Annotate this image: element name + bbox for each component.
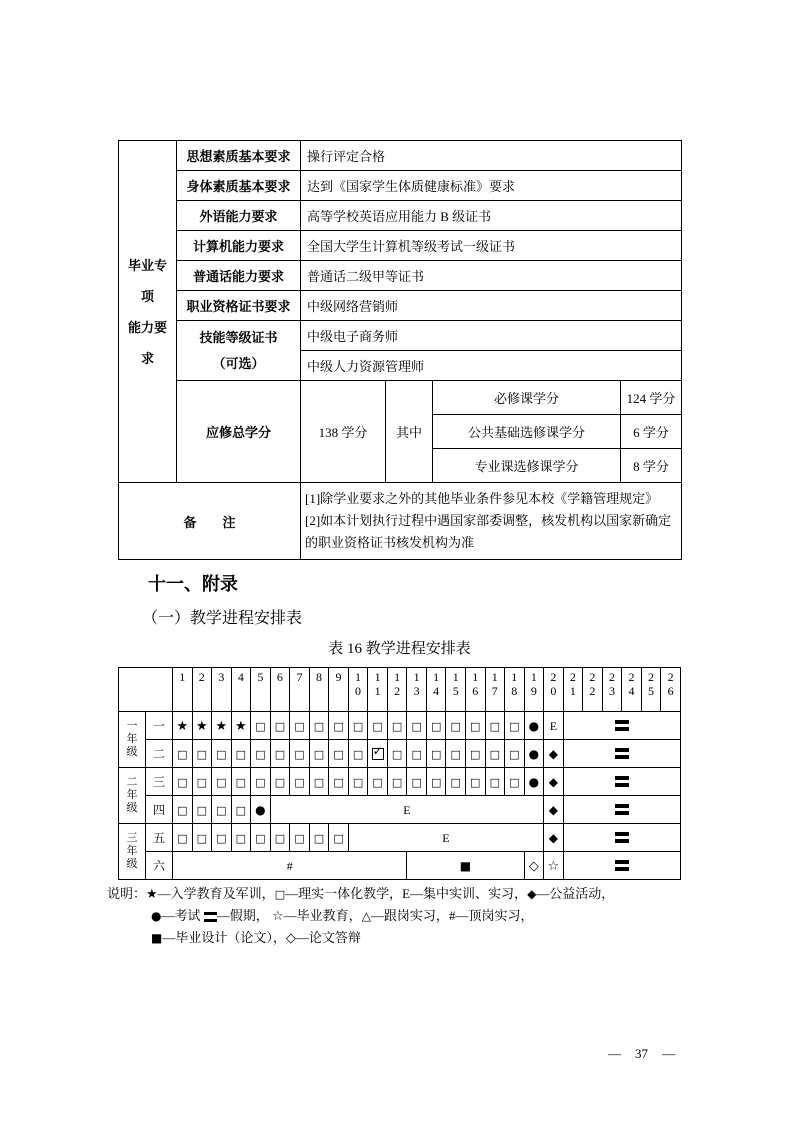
schedule-cell — [368, 712, 388, 740]
box-icon: □ — [391, 747, 403, 761]
week-number: 1 9 — [524, 668, 544, 712]
box-icon: □ — [255, 831, 266, 845]
box-icon: □ — [411, 775, 422, 789]
schedule-cell — [465, 768, 485, 796]
schedule-cell — [212, 740, 232, 768]
diamond-icon: ◆ — [527, 887, 537, 901]
schedule-cell — [251, 824, 271, 852]
schedule-cell — [309, 740, 329, 768]
semester-label: 五 — [146, 824, 173, 852]
week-number: 1 3 — [407, 668, 427, 712]
box-icon: □ — [274, 831, 286, 845]
schedule-cell — [309, 768, 329, 796]
vacation-icon — [204, 912, 217, 922]
week-number: 4 — [231, 668, 251, 712]
box-icon: □ — [509, 747, 520, 761]
year-label: 二 年 级 — [119, 768, 146, 824]
schedule-cell — [290, 712, 310, 740]
box-icon: □ — [255, 747, 266, 761]
legend-text: —毕业教育， — [283, 908, 362, 923]
remark-line1: [1]除学业要求之外的其他毕业条件参见本校《学籍管理规定》 — [305, 491, 659, 506]
schedule-cell — [544, 712, 564, 740]
schedule-cell — [212, 768, 232, 796]
schedule-cell — [505, 768, 525, 796]
credit-item-name: 专业课选修课学分 — [433, 449, 621, 483]
legend-text: —假期， — [216, 908, 273, 923]
legend-line — [107, 927, 707, 949]
box-icon: □ — [450, 775, 461, 789]
schedule-cell — [192, 796, 212, 824]
schedule-cell — [290, 824, 310, 852]
box-icon: □ — [255, 719, 266, 733]
schedule-cell — [563, 796, 680, 824]
week-number: 6 — [270, 668, 290, 712]
schedule-cell — [329, 740, 349, 768]
schedule-cell — [192, 712, 212, 740]
week-number: 2 6 — [661, 668, 681, 712]
schedule-cell — [290, 740, 310, 768]
req-row-value: 普通话二级甲等证书 — [301, 261, 682, 291]
schedule-cell — [192, 824, 212, 852]
credits-qualifier: 其中 — [386, 381, 433, 483]
box-icon: □ — [216, 803, 227, 817]
week-number: 1 — [173, 668, 193, 712]
box-icon: □ — [294, 719, 305, 733]
box-icon: □ — [333, 775, 344, 789]
box-icon: □ — [509, 719, 520, 733]
schedule-cell — [173, 712, 193, 740]
week-number: 1 7 — [485, 668, 505, 712]
box-icon: □ — [470, 775, 481, 789]
box-icon: □ — [450, 747, 461, 761]
vacation-icon — [615, 804, 629, 815]
schedule-cell — [524, 712, 544, 740]
box-icon: □ — [430, 747, 442, 761]
box-icon: □ — [235, 747, 247, 761]
sq-icon: ■ — [151, 931, 163, 945]
week-number: 2 2 — [583, 668, 603, 712]
schedule-cell — [407, 852, 524, 880]
odia-icon: ◇ — [528, 858, 539, 874]
schedule-cell — [407, 740, 427, 768]
week-number: 2 3 — [602, 668, 622, 712]
box-icon: □ — [235, 831, 247, 845]
box-icon: □ — [235, 803, 247, 817]
skill-cert-value: 中级电子商务师 — [301, 321, 682, 351]
page-number — [608, 1046, 675, 1062]
box-icon: □ — [216, 831, 227, 845]
schedule-legend — [107, 883, 707, 949]
box-icon: □ — [196, 831, 207, 845]
box-icon: □ — [313, 719, 325, 733]
legend-line — [107, 883, 707, 905]
box-icon: □ — [333, 831, 344, 845]
req-row-label: 思想素质基本要求 — [177, 141, 301, 171]
schedule-cell — [251, 796, 271, 824]
schedule-cell — [485, 768, 505, 796]
schedule-cell — [426, 712, 446, 740]
week-number: 1 5 — [446, 668, 466, 712]
page-number-dash-left: — — [608, 1046, 621, 1061]
box-icon: □ — [177, 831, 188, 845]
schedule-cell — [173, 852, 407, 880]
box-icon: □ — [255, 775, 266, 789]
box-icon: □ — [352, 747, 364, 761]
schedule-cell — [231, 796, 251, 824]
schedule-cell — [173, 740, 193, 768]
skill-cert-label: 技能等级证书 （可选） — [177, 321, 301, 381]
week-number: 9 — [329, 668, 349, 712]
week-number: 2 5 — [641, 668, 661, 712]
week-number: 1 2 — [387, 668, 407, 712]
schedule-cell — [251, 768, 271, 796]
box-icon: □ — [274, 747, 286, 761]
side-label-graduation-ability — [119, 141, 177, 483]
box-icon: □ — [177, 803, 188, 817]
legend-text: #—顶岗实习， — [448, 908, 534, 923]
checked-box-icon: ✓ — [372, 743, 383, 758]
credit-item-name: 必修课学分 — [433, 381, 621, 415]
box-icon: □ — [391, 719, 403, 733]
ostar-icon: ☆ — [272, 909, 284, 924]
req-row-label: 身体素质基本要求 — [177, 171, 301, 201]
box-icon: □ — [274, 719, 286, 733]
week-number: 7 — [290, 668, 310, 712]
schedule-cell — [524, 768, 544, 796]
box-icon: □ — [352, 775, 364, 789]
schedule-cell — [251, 712, 271, 740]
box-icon: □ — [391, 775, 403, 789]
vacation-icon — [615, 860, 629, 871]
tri-icon: △ — [361, 909, 371, 923]
box-icon: □ — [372, 775, 383, 789]
week-number: 1 4 — [426, 668, 446, 712]
box-icon: □ — [333, 747, 344, 761]
schedule-cell — [485, 712, 505, 740]
schedule-cell — [563, 712, 680, 740]
schedule-cell — [446, 740, 466, 768]
semester-label: 六 — [146, 852, 173, 880]
vacation-icon — [615, 832, 629, 843]
schedule-cell — [446, 712, 466, 740]
table-caption: 表 16 教学进程安排表 — [328, 641, 471, 657]
schedule-cell — [485, 740, 505, 768]
schedule-cell — [544, 740, 564, 768]
dot-icon: ● — [255, 802, 266, 817]
remark-line2: [2]如本计划执行过程中遇国家部委调整，核发机构以国家新确定的职业资格证书核发机构为准 — [305, 513, 672, 550]
year-label: 一 年 级 — [119, 712, 146, 768]
schedule-cell — [544, 852, 564, 880]
box-icon: □ — [196, 803, 207, 817]
box-icon: □ — [372, 719, 383, 733]
schedule-cell — [212, 824, 232, 852]
schedule-cell — [329, 712, 349, 740]
vacation-icon — [615, 748, 629, 759]
box-icon: □ — [294, 831, 305, 845]
ostar-icon: ☆ — [547, 858, 560, 874]
week-number: 3 — [212, 668, 232, 712]
schedule-cell — [270, 740, 290, 768]
semester-label: 二 — [146, 740, 173, 768]
graduation-requirements-table — [118, 140, 682, 560]
req-row-label: 计算机能力要求 — [177, 231, 301, 261]
legend-text: E—集中实训、实习， — [402, 886, 528, 901]
box-icon: □ — [274, 775, 286, 789]
schedule-cell — [387, 740, 407, 768]
schedule-cell — [192, 768, 212, 796]
schedule-cell — [270, 796, 543, 824]
sub-heading: （一）教学进程安排表 — [142, 610, 303, 627]
schedule-cell — [270, 824, 290, 852]
week-number: 2 — [192, 668, 212, 712]
week-number: 1 8 — [505, 668, 525, 712]
box-icon: □ — [333, 719, 344, 733]
box-icon: □ — [294, 747, 305, 761]
box-icon: □ — [196, 775, 207, 789]
req-row-label: 职业资格证书要求 — [177, 291, 301, 321]
dot-icon: ● — [528, 718, 540, 733]
diamond-icon: ◆ — [548, 774, 558, 789]
page-number-dash-right: — — [662, 1046, 675, 1061]
star-icon: ★ — [176, 718, 189, 734]
credit-item-value: 124 学分 — [621, 381, 682, 415]
schedule-cell — [505, 712, 525, 740]
schedule-cell — [524, 852, 544, 880]
side-label-line2: 能力要求 — [127, 319, 167, 366]
box-icon: □ — [430, 775, 442, 789]
schedule-cell — [407, 712, 427, 740]
schedule-cell — [231, 740, 251, 768]
schedule-cell — [173, 796, 193, 824]
total-credits-value: 138 学分 — [301, 381, 386, 483]
box-icon: □ — [352, 719, 364, 733]
schedule-cell — [270, 768, 290, 796]
dot-icon: ● — [151, 909, 162, 923]
legend-text: 说明： — [107, 886, 147, 901]
schedule-cell — [465, 740, 485, 768]
schedule-cell — [192, 740, 212, 768]
req-row-value: 全国大学生计算机等级考试一级证书 — [301, 231, 682, 261]
star-icon: ★ — [195, 718, 208, 734]
legend-text: —公益活动， — [536, 886, 615, 901]
semester-label: 一 — [146, 712, 173, 740]
schedule-cell — [348, 740, 368, 768]
schedule-cell — [329, 768, 349, 796]
schedule-cell — [329, 824, 349, 852]
box-icon: □ — [411, 719, 422, 733]
schedule-cell — [309, 824, 329, 852]
schedule-cell — [290, 768, 310, 796]
schedule-cell — [173, 768, 193, 796]
schedule-cell — [368, 740, 388, 768]
req-row-value: 中级网络营销师 — [301, 291, 682, 321]
star-icon: ★ — [235, 718, 247, 734]
box-icon: □ — [430, 719, 442, 733]
legend-text: —考试 — [161, 908, 204, 923]
schedule-cell — [387, 712, 407, 740]
legend-text: —理实一体化教学， — [285, 886, 403, 901]
hash-icon: # — [286, 858, 293, 873]
box-icon: □ — [313, 831, 325, 845]
schedule-cell — [173, 824, 193, 852]
schedule-cell — [563, 740, 680, 768]
legend-text: —毕业设计（论文）， — [162, 930, 286, 945]
schedule-grid — [118, 667, 681, 880]
remark-label: 备 注 — [119, 483, 301, 560]
schedule-cell — [387, 768, 407, 796]
teaching-schedule-table — [118, 667, 681, 880]
semester-label: 四 — [146, 796, 173, 824]
req-row-label: 外语能力要求 — [177, 201, 301, 231]
box-icon: □ — [274, 888, 286, 901]
week-number: 1 1 — [368, 668, 388, 712]
box-icon: □ — [470, 747, 481, 761]
week-number: 2 1 — [563, 668, 583, 712]
schedule-cell — [426, 768, 446, 796]
box-icon: □ — [489, 719, 500, 733]
schedule-cell — [544, 768, 564, 796]
box-icon: □ — [509, 775, 520, 789]
schedule-cell — [212, 796, 232, 824]
schedule-cell — [407, 768, 427, 796]
week-number: 1 0 — [348, 668, 368, 712]
schedule-cell — [348, 712, 368, 740]
schedule-cell — [231, 712, 251, 740]
dot-icon: ● — [528, 746, 540, 761]
box-icon: □ — [216, 747, 227, 761]
schedule-cell — [251, 740, 271, 768]
box-icon: □ — [177, 775, 188, 789]
schedule-cell — [368, 768, 388, 796]
E-icon: E — [549, 718, 558, 733]
total-credits-label: 应修总学分 — [177, 381, 301, 483]
side-label-line1: 毕业专项 — [127, 257, 167, 304]
box-icon: □ — [313, 747, 325, 761]
schedule-cell — [270, 712, 290, 740]
schedule-cell — [505, 740, 525, 768]
box-icon: □ — [470, 719, 481, 733]
box-icon: □ — [177, 747, 188, 761]
credit-item-value: 8 学分 — [621, 449, 682, 483]
box-icon: □ — [216, 775, 227, 789]
schedule-cell — [563, 852, 680, 880]
schedule-cell — [465, 712, 485, 740]
box-icon: □ — [411, 747, 422, 761]
page-number-value: 37 — [635, 1046, 648, 1061]
schedule-cell — [563, 824, 680, 852]
week-number: 2 0 — [544, 668, 564, 712]
week-number: 2 4 — [622, 668, 642, 712]
diamond-icon: ◆ — [548, 830, 558, 845]
box-icon: □ — [450, 719, 461, 733]
week-number: 8 — [309, 668, 329, 712]
credit-item-value: 6 学分 — [621, 415, 682, 449]
star-icon: ★ — [146, 887, 158, 902]
legend-text: —论文答辩 — [295, 930, 361, 945]
dot-icon: ● — [528, 774, 540, 789]
legend-text: —跟岗实习， — [370, 908, 449, 923]
box-icon: □ — [235, 775, 247, 789]
remark-content — [301, 483, 682, 560]
schedule-cell — [524, 740, 544, 768]
box-icon: □ — [489, 775, 500, 789]
legend-line — [107, 905, 707, 927]
legend-text: —入学教育及军训， — [157, 886, 275, 901]
skill-cert-value: 中级人力资源管理师 — [301, 351, 682, 381]
req-row-value: 高等学校英语应用能力 B 级证书 — [301, 201, 682, 231]
semester-label: 三 — [146, 768, 173, 796]
week-number: 5 — [251, 668, 271, 712]
schedule-cell — [563, 768, 680, 796]
schedule-cell — [348, 824, 543, 852]
sq-icon: ■ — [459, 858, 472, 873]
box-icon: □ — [489, 747, 500, 761]
star-icon: ★ — [215, 718, 228, 734]
vacation-icon — [615, 776, 629, 787]
box-icon: □ — [294, 775, 305, 789]
schedule-cell — [309, 712, 329, 740]
credit-item-name: 公共基础选修课学分 — [433, 415, 621, 449]
week-number: 1 6 — [465, 668, 485, 712]
box-icon: □ — [196, 747, 207, 761]
schedule-corner-cell — [119, 668, 173, 712]
box-icon: □ — [313, 775, 325, 789]
diamond-icon: ◆ — [548, 802, 558, 817]
schedule-cell — [231, 768, 251, 796]
diamond-icon: ◆ — [548, 746, 558, 761]
schedule-cell — [212, 712, 232, 740]
req-row-value: 操行评定合格 — [301, 141, 682, 171]
vacation-icon — [615, 720, 629, 731]
req-row-value: 达到《国家学生体质健康标准》要求 — [301, 171, 682, 201]
E-icon: E — [403, 802, 411, 817]
schedule-cell — [348, 768, 368, 796]
E-icon: E — [442, 830, 450, 845]
appendix-heading: 十一、附录 — [148, 574, 238, 594]
odia-icon: ◇ — [285, 931, 296, 946]
req-row-label: 普通话能力要求 — [177, 261, 301, 291]
year-label: 三 年 级 — [119, 824, 146, 880]
schedule-cell — [426, 740, 446, 768]
schedule-cell — [544, 796, 564, 824]
schedule-cell — [446, 768, 466, 796]
schedule-cell — [544, 824, 564, 852]
schedule-cell — [231, 824, 251, 852]
